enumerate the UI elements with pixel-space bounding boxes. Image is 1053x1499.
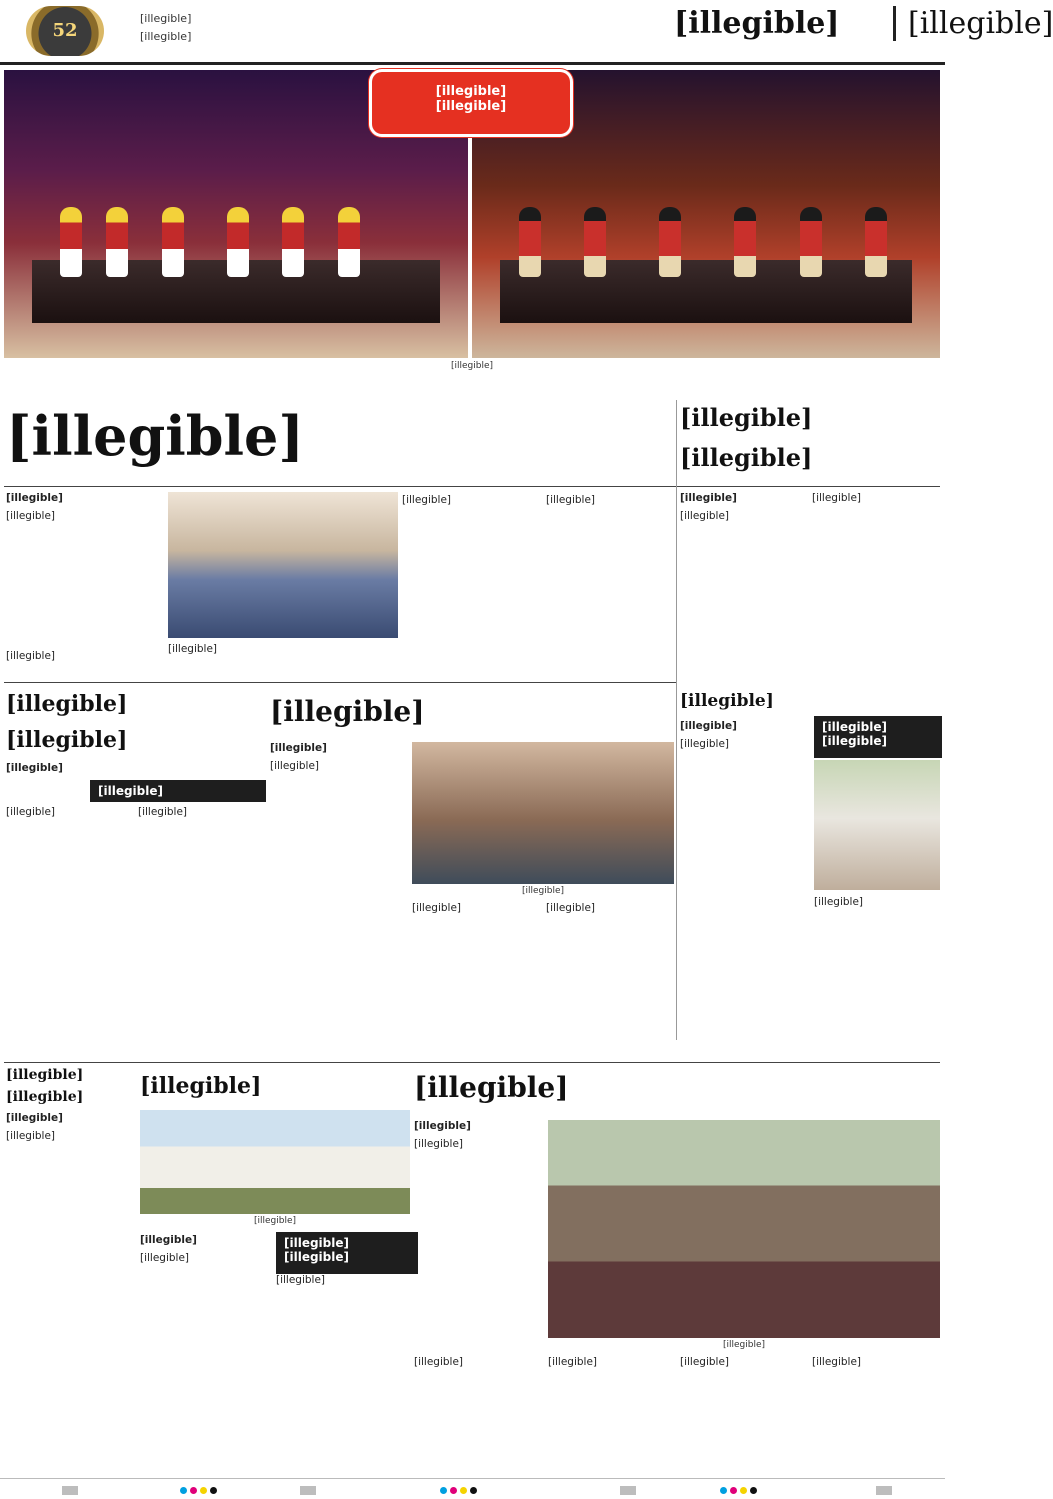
lead-headline: [illegible] [6,404,304,468]
train-box-line2: [illegible] [822,734,887,748]
bjp-headline: [illegible] [270,695,425,728]
bjp-photo-caption: [illegible] [521,886,565,896]
bjp-col1: [illegible] [270,760,320,772]
minister-headline [680,398,942,478]
ugc-subhead: [illegible] [90,780,266,802]
minister-byline: [illegible] [680,492,737,504]
train-photo [814,760,940,890]
ugc-col1: [illegible] [6,806,56,818]
dateline-line1: [illegible] [140,12,192,25]
liquor-headline: [illegible] [414,1071,569,1104]
hostel-box-line1: [illegible] [284,1236,349,1250]
section-title: [illegible] [674,6,840,41]
singer-photo [168,492,398,638]
hostel-photo-caption: [illegible] [253,1216,297,1226]
ugc-headline-line1: [illegible] [6,691,128,717]
ugc-col2: [illegible] [138,806,188,818]
ugc-headline [6,686,264,758]
bike-col1: [illegible] [6,1130,56,1142]
train-col1: [illegible] [680,738,730,750]
event-banner-line1: [illegible] [435,84,507,99]
minister-col1: [illegible] [680,510,730,522]
gram-sabha-photo [548,1120,940,1338]
event-banner-line2: [illegible] [435,99,507,114]
bjp-photo [412,742,674,884]
anniversary-badge [26,6,104,56]
lead-col4: [illegible] [546,494,596,506]
bike-headline [6,1064,138,1108]
rule-right-column [676,400,677,1040]
bjp-col2: [illegible] [412,902,462,914]
train-box-label [814,716,942,758]
hostel-headline: [illegible] [140,1073,262,1099]
liquor-col3: [illegible] [548,1356,598,1368]
lead-photo-caption: [illegible] [450,361,494,371]
liquor-photo-caption: [illegible] [722,1340,766,1350]
bjp-col3: [illegible] [546,902,596,914]
minister-headline-line1: [illegible] [680,403,813,432]
train-headline: [illegible] [680,691,774,711]
liquor-col1: [illegible] [414,1138,464,1150]
dateline [140,10,191,46]
hostel-box-line2: [illegible] [284,1250,349,1264]
hostel-box-label [276,1232,418,1274]
rule-mid [4,682,676,683]
liquor-byline: [illegible] [414,1120,471,1132]
masthead [0,0,1053,65]
rule-lower [4,1062,940,1063]
bjp-byline: [illegible] [270,742,327,754]
hostel-col1: [illegible] [140,1252,190,1264]
anniversary-number: 52 [52,20,78,41]
lead-col3: [illegible] [402,494,452,506]
train-byline: [illegible] [680,720,737,732]
lead-col1: [illegible] [6,510,56,522]
hostel-col2: [illegible] [276,1274,326,1286]
liquor-col5: [illegible] [812,1356,862,1368]
bike-headline-line1: [illegible] [6,1067,84,1083]
train-box-line1: [illegible] [822,720,887,734]
page-number: [illegible] [893,6,1053,41]
event-banner [372,72,570,134]
train-col2: [illegible] [814,896,864,908]
liquor-col2: [illegible] [414,1356,464,1368]
print-marks-bar [0,1478,945,1499]
minister-col2: [illegible] [812,492,862,504]
bike-byline: [illegible] [6,1112,63,1124]
portrait-caption: [illegible] [6,650,56,662]
lead-byline: [illegible] [6,492,63,504]
dateline-line2: [illegible] [140,30,192,43]
liquor-col4: [illegible] [680,1356,730,1368]
rule-lead [4,486,940,487]
ugc-byline: [illegible] [6,762,63,774]
hostel-byline: [illegible] [140,1234,197,1246]
bike-headline-line2: [illegible] [6,1089,84,1105]
lead-col2: [illegible] [168,643,218,655]
ugc-headline-line2: [illegible] [6,727,128,753]
minister-headline-line2: [illegible] [680,443,813,472]
hostel-photo [140,1110,410,1214]
